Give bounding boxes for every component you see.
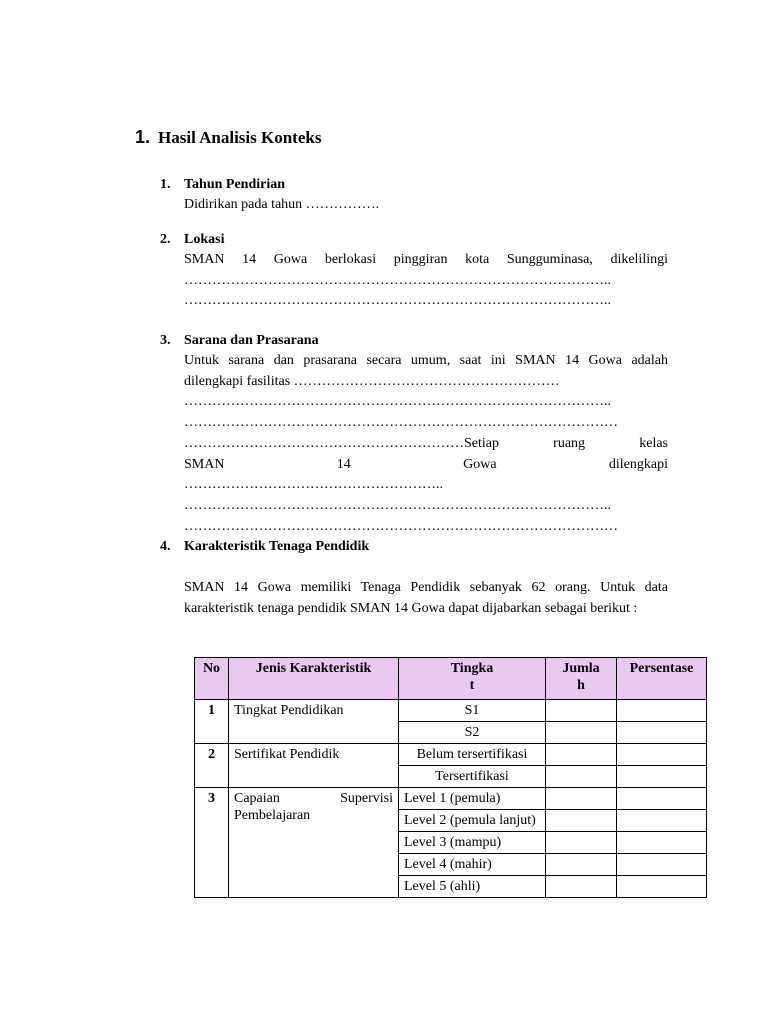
cell-persentase	[617, 766, 707, 788]
table-row	[195, 700, 707, 722]
heading-title: Hasil Analisis Konteks	[158, 128, 322, 147]
table-header-row	[195, 658, 707, 700]
cell-persentase	[617, 744, 707, 766]
cell-jumlah	[546, 722, 617, 744]
section-text-line: SMAN 14 Gowa dilengkapi	[184, 456, 668, 472]
cell-tingkat: S1	[399, 700, 546, 722]
cell-tingkat: Level 1 (pemula)	[399, 788, 546, 810]
section-title: 1. Tahun Pendirian	[160, 177, 286, 192]
cell-jumlah	[546, 810, 617, 832]
section-text: Didirikan pada tahun …………….	[184, 197, 380, 212]
cell-jumlah	[546, 876, 617, 898]
dotted-line: …………………………………………………………………………………	[184, 415, 618, 431]
cell-tingkat: S2	[399, 722, 546, 744]
cell-persentase	[617, 788, 707, 810]
cell-tingkat: Level 2 (pemula lanjut)	[399, 810, 546, 832]
cell-persentase	[617, 722, 707, 744]
section-lokasi	[160, 230, 668, 312]
cell-tingkat: Tersertifikasi	[399, 766, 546, 788]
heading-number: 1.	[135, 127, 151, 147]
cell-jumlah	[546, 854, 617, 876]
dotted-line: ………………………………………………………………………………..	[184, 497, 611, 513]
cell-no: 3	[195, 788, 229, 898]
section-text-line: ……………………………………………………Setiap ruang kelas	[184, 435, 668, 451]
header-tingkat: Tingka t	[399, 658, 546, 700]
cell-no: 1	[195, 700, 229, 744]
body-paragraph: SMAN 14 Gowa memiliki Tenaga Pendidik sebanyak 62 orang. Untuk data karakteristik tenaga pendidik SMAN 14 Gowa dapat dijabarkan sebagai berikut :	[184, 580, 668, 616]
header-persentase: Persentase	[617, 658, 707, 700]
cell-jenis: Capaian Supervisi Pembelajaran	[229, 788, 399, 898]
section-text: Untuk sarana dan prasarana secara umum, saat ini SMAN 14 Gowa adalah	[184, 353, 668, 368]
section-text: SMAN 14 Gowa berlokasi pinggiran kota Sungguminasa, dikelilingi	[184, 252, 668, 267]
header-jumlah: Jumla h	[546, 658, 617, 700]
dotted-line: ………………………………………………………………………………..	[184, 272, 611, 288]
cell-tingkat: Level 4 (mahir)	[399, 854, 546, 876]
cell-tingkat: Level 5 (ahli)	[399, 876, 546, 898]
section-title: 3. Sarana dan Prasarana	[160, 333, 319, 348]
section-title: 2. Lokasi	[160, 232, 225, 247]
dotted-line: ………………………………………………………………………………..	[184, 293, 611, 309]
cell-tingkat: Belum tersertifikasi	[399, 744, 546, 766]
dotted-line: ………………………………………………..	[184, 477, 443, 493]
cell-persentase	[617, 832, 707, 854]
cell-jumlah	[546, 766, 617, 788]
section-text: dilengkapi fasilitas …………………………………………………	[184, 373, 560, 389]
page-heading	[135, 127, 321, 148]
header-no: No	[195, 658, 229, 700]
dotted-line: ………………………………………………………………………………..	[184, 394, 611, 410]
section-sarana-prasarana	[160, 331, 668, 537]
table-row	[195, 744, 707, 766]
cell-persentase	[617, 854, 707, 876]
cell-persentase	[617, 700, 707, 722]
cell-jenis: Tingkat Pendidikan	[229, 700, 399, 744]
cell-persentase	[617, 810, 707, 832]
header-jenis: Jenis Karakteristik	[229, 658, 399, 700]
cell-jumlah	[546, 744, 617, 766]
characteristics-table	[194, 657, 707, 898]
section-title: 4. Karakteristik Tenaga Pendidik	[160, 539, 370, 554]
cell-jenis: Sertifikat Pendidik	[229, 744, 399, 788]
cell-persentase	[617, 876, 707, 898]
dotted-line: …………………………………………………………………………………	[184, 518, 618, 534]
cell-no: 2	[195, 744, 229, 788]
cell-jumlah	[546, 700, 617, 722]
cell-tingkat: Level 3 (mampu)	[399, 832, 546, 854]
cell-jumlah	[546, 788, 617, 810]
table-row	[195, 788, 707, 810]
cell-jumlah	[546, 832, 617, 854]
section-tahun-pendirian	[160, 175, 668, 216]
section-karakteristik	[160, 537, 668, 557]
